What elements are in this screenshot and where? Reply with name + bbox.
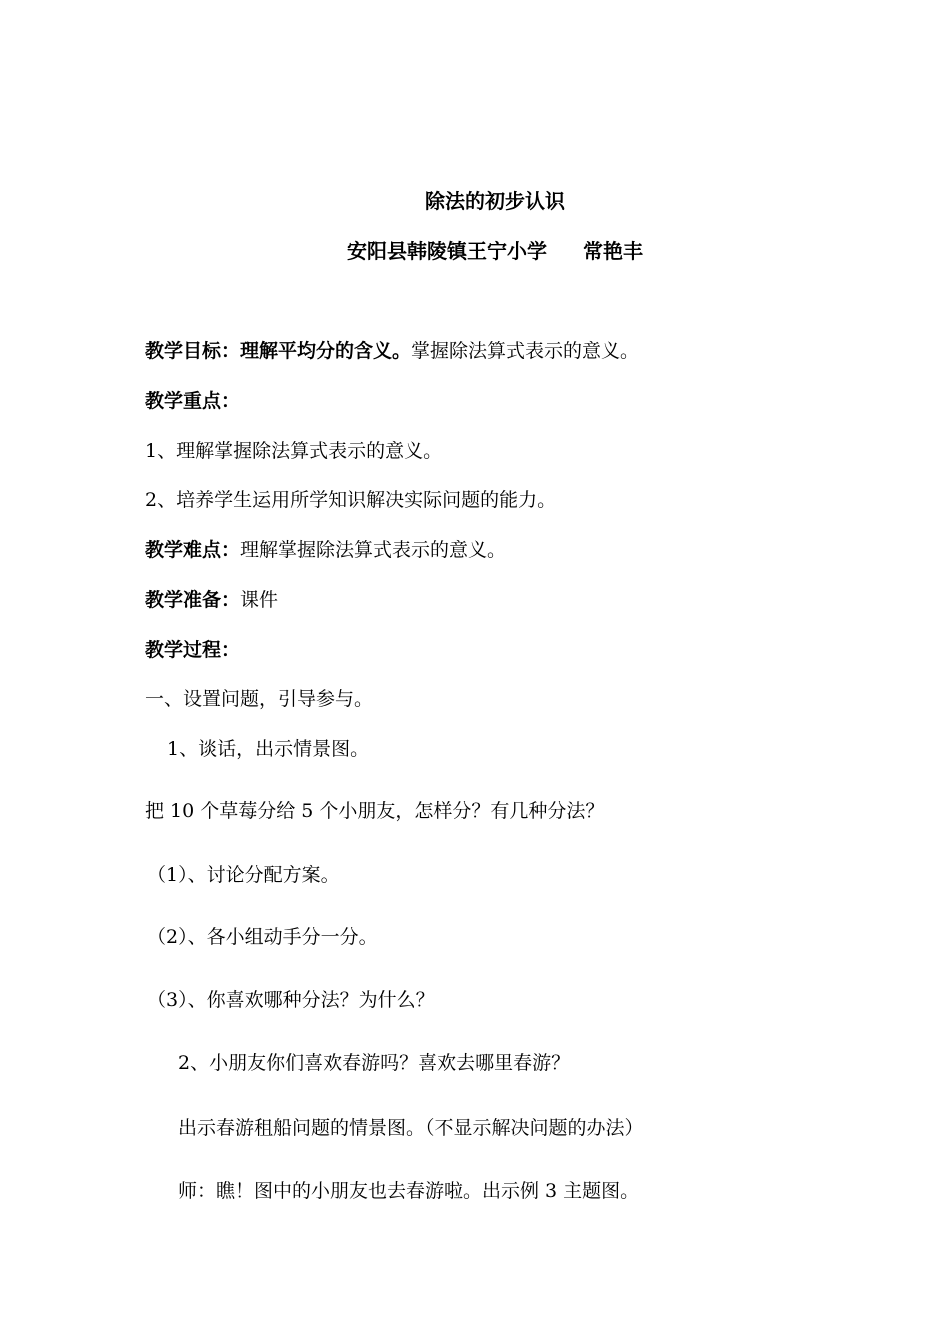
preparation-label: 教学准备： <box>145 589 241 611</box>
objective-bold-text: 理解平均分的含义。 <box>240 340 412 362</box>
difficulty-line <box>145 537 506 563</box>
school-name: 安阳县韩陵镇王宁小学 <box>347 239 547 263</box>
teacher-name: 常艳丰 <box>583 239 643 263</box>
difficulty-text: 理解掌握除法算式表示的意义。 <box>240 539 507 561</box>
process-line: （3）、你喜欢哪种分法？为什么？ <box>147 989 435 1011</box>
objective-line <box>145 338 639 364</box>
author-line <box>0 238 950 264</box>
preparation-text: 课件 <box>240 589 279 611</box>
process-line: 2、小朋友你们喜欢春游吗？喜欢去哪里春游？ <box>178 1052 571 1074</box>
difficulty-label: 教学难点： <box>145 539 241 561</box>
process-label: 教学过程： <box>145 639 241 661</box>
objective-label: 教学目标： <box>145 340 241 362</box>
key-points-label: 教学重点： <box>145 390 241 412</box>
process-line: 一、设置问题，引导参与。 <box>145 688 374 710</box>
process-line: 1、谈话，出示情景图。 <box>167 738 370 760</box>
process-line: 把 10 个草莓分给 5 个小朋友，怎样分？有几种分法？ <box>145 800 605 822</box>
process-line: （2）、各小组动手分一分。 <box>147 926 378 948</box>
key-point-item: 2、培养学生运用所学知识解决实际问题的能力。 <box>145 489 557 511</box>
preparation-line <box>145 587 278 613</box>
key-point-item: 1、理解掌握除法算式表示的意义。 <box>145 440 443 462</box>
document-title: 除法的初步认识 <box>425 189 565 213</box>
objective-text: 掌握除法算式表示的意义。 <box>411 340 640 362</box>
process-line: （1）、讨论分配方案。 <box>147 864 340 886</box>
process-line: 出示春游租船问题的情景图。（不显示解决问题的办法） <box>178 1117 644 1139</box>
process-line: 师：瞧！图中的小朋友也去春游啦。出示例 3 主题图。 <box>178 1180 640 1202</box>
